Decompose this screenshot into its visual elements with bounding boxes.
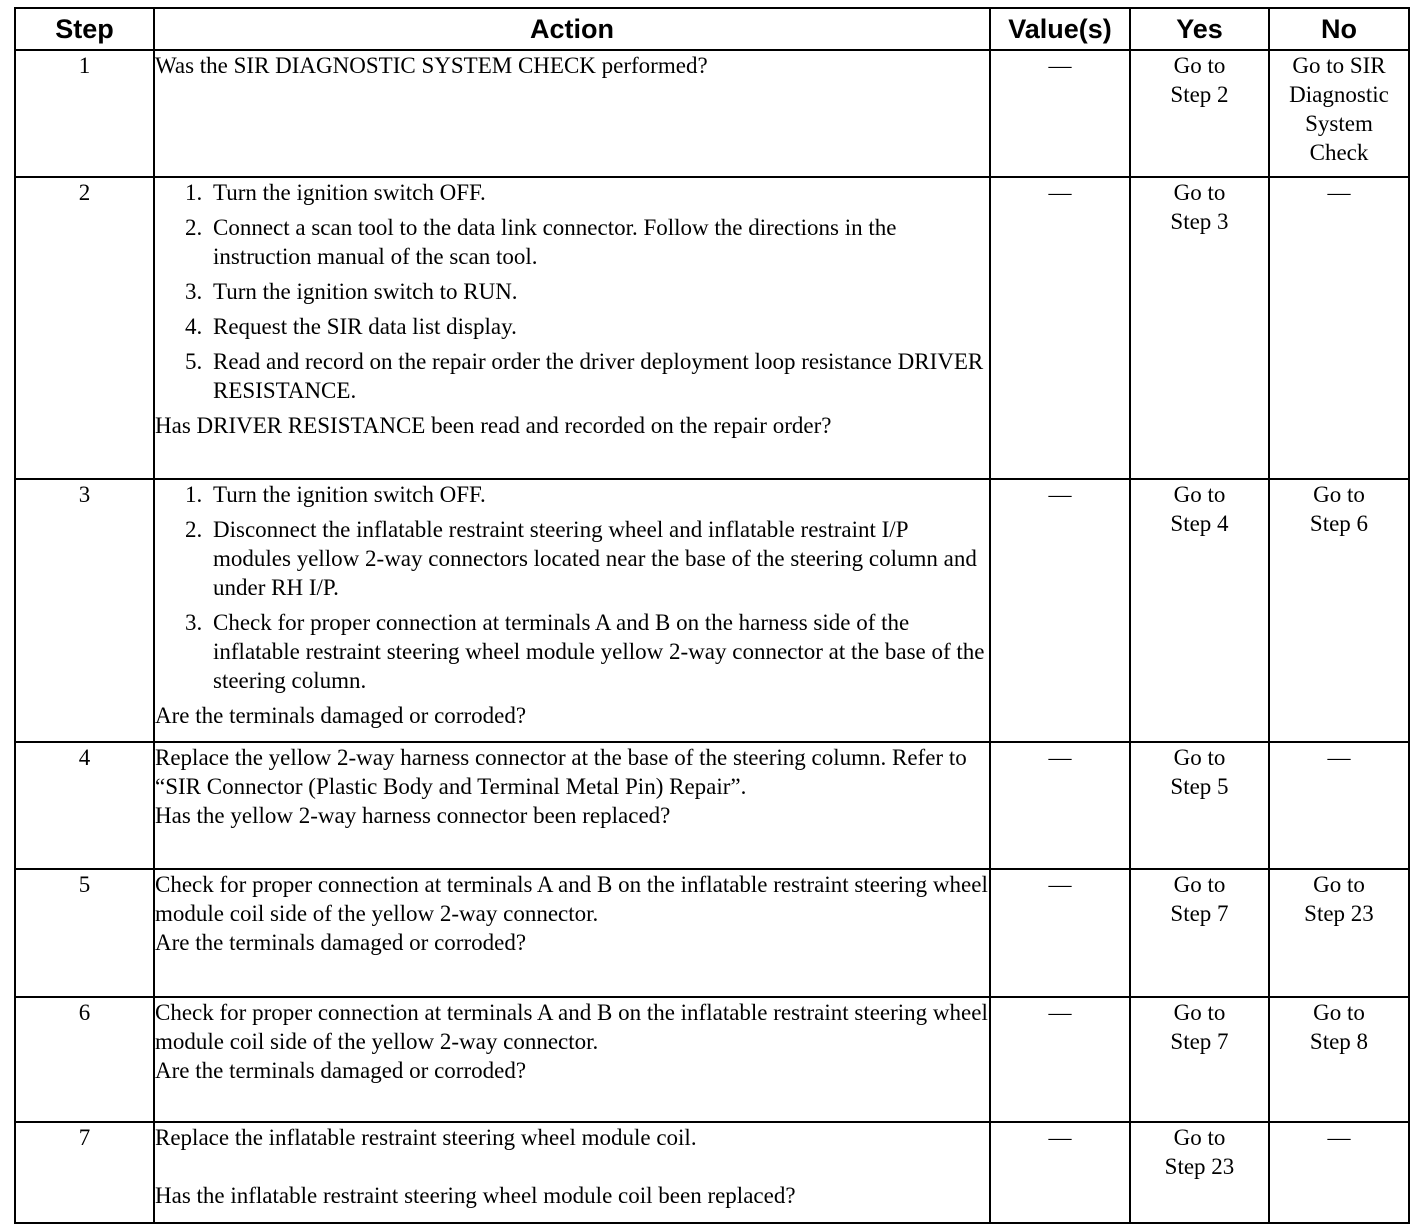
value-cell: — [990, 997, 1130, 1122]
value-cell: — [990, 1122, 1130, 1223]
spacer [155, 1152, 989, 1181]
table-row [15, 869, 1409, 997]
diagnostic-table [14, 7, 1410, 1224]
no-cell: — [1269, 1122, 1409, 1223]
header-values: Value(s) [990, 8, 1130, 50]
no-cell: Go to Step 8 [1269, 997, 1409, 1122]
header-step: Step [15, 8, 154, 50]
header-no: No [1269, 8, 1409, 50]
no-cell: — [1269, 177, 1409, 479]
action-text: Check for proper connection at terminals A and B on the inflatable restraint steering wheel module coil side of the yellow 2-way connector. [155, 872, 988, 926]
yes-cell: Go to Step 7 [1130, 997, 1269, 1122]
step-number: 2 [15, 177, 154, 479]
list-item: 3. Turn the ignition switch to RUN. [185, 279, 518, 304]
step-number: 1 [15, 50, 154, 177]
action-text: Check for proper connection at terminals A and B on the inflatable restraint steering wheel module coil side of the yellow 2-way connector. [155, 1000, 988, 1054]
table-row [15, 177, 1409, 479]
action-cell [154, 869, 990, 997]
step-number: 5 [15, 869, 154, 997]
list-item: 1. Turn the ignition switch OFF. [185, 482, 486, 507]
action-cell [154, 177, 990, 479]
action-cell [154, 742, 990, 869]
value-cell: — [990, 742, 1130, 869]
yes-cell: Go to Step 3 [1130, 177, 1269, 479]
list-item: 4. Request the SIR data list display. [185, 314, 517, 339]
action-text: Replace the yellow 2-way harness connector at the base of the steering column. Refer to “SIR Connector (Plastic Body and Terminal Metal Pin) Repair”. [155, 745, 967, 799]
step-number: 4 [15, 742, 154, 869]
instruction-list [155, 480, 989, 695]
list-item: 2. Disconnect the inflatable restraint steering wheel and inflatable restraint I/P modules yellow 2-way connectors located near the base of the steering column and under RH I/P. [185, 517, 977, 600]
yes-cell: Go to Step 2 [1130, 50, 1269, 177]
step-number: 6 [15, 997, 154, 1122]
header-action: Action [154, 8, 990, 50]
no-cell: — [1269, 742, 1409, 869]
step-number: 7 [15, 1122, 154, 1223]
action-text: Was the SIR DIAGNOSTIC SYSTEM CHECK performed? [155, 53, 708, 78]
action-cell [154, 1122, 990, 1223]
list-item: 3. Check for proper connection at terminals A and B on the harness side of the inflatable restraint steering wheel module yellow 2-way connector at the base of the steering column. [185, 610, 985, 693]
yes-cell: Go to Step 5 [1130, 742, 1269, 869]
table-row [15, 50, 1409, 177]
header-row [15, 8, 1409, 50]
yes-cell: Go to Step 4 [1130, 479, 1269, 742]
value-cell: — [990, 50, 1130, 177]
list-item: 2. Connect a scan tool to the data link connector. Follow the directions in the instruction manual of the scan tool. [185, 215, 897, 269]
question-text: Are the terminals damaged or corroded? [155, 703, 527, 728]
table-row [15, 479, 1409, 742]
question-text: Has the inflatable restraint steering wheel module coil been replaced? [155, 1183, 796, 1208]
question-text: Are the terminals damaged or corroded? [155, 1058, 527, 1083]
list-item: 5. Read and record on the repair order the driver deployment loop resistance DRIVER RESISTANCE. [185, 349, 984, 403]
step-number: 3 [15, 479, 154, 742]
question-text: Has the yellow 2-way harness connector been replaced? [155, 803, 671, 828]
action-cell [154, 479, 990, 742]
action-cell [154, 50, 990, 177]
value-cell: — [990, 869, 1130, 997]
question-text: Has DRIVER RESISTANCE been read and recorded on the repair order? [155, 413, 832, 438]
yes-cell: Go to Step 23 [1130, 1122, 1269, 1223]
table-row [15, 1122, 1409, 1223]
value-cell: — [990, 479, 1130, 742]
table-row [15, 997, 1409, 1122]
no-cell: Go to SIR Diagnostic System Check [1269, 50, 1409, 177]
list-item: 1. Turn the ignition switch OFF. [185, 180, 486, 205]
no-cell: Go to Step 6 [1269, 479, 1409, 742]
question-text: Are the terminals damaged or corroded? [155, 930, 527, 955]
action-cell [154, 997, 990, 1122]
instruction-list [155, 178, 989, 405]
no-cell: Go to Step 23 [1269, 869, 1409, 997]
yes-cell: Go to Step 7 [1130, 869, 1269, 997]
value-cell: — [990, 177, 1130, 479]
action-text: Replace the inflatable restraint steering wheel module coil. [155, 1125, 697, 1150]
table-row [15, 742, 1409, 869]
header-yes: Yes [1130, 8, 1269, 50]
